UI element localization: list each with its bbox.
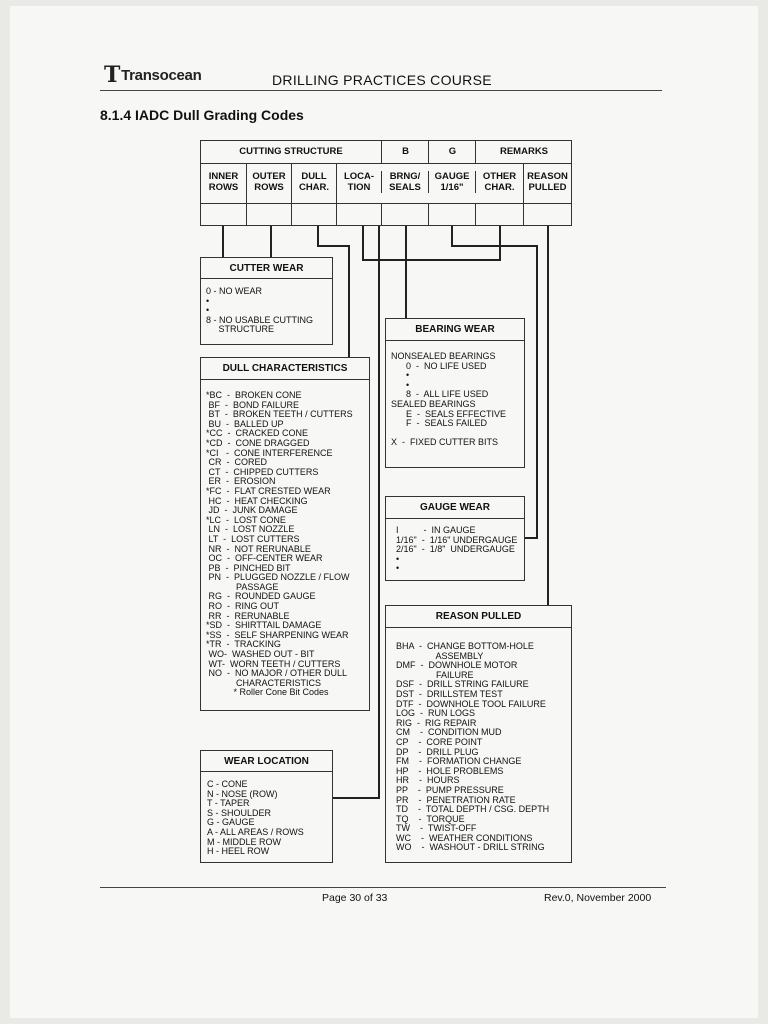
group-remarks: REMARKS (475, 141, 572, 164)
dull-characteristics-box (200, 357, 370, 711)
section-title: 8.1.4 IADC Dull Grading Codes (100, 107, 304, 123)
cutter-wear-box (200, 257, 333, 345)
reason-pulled-list: BHA - CHANGE BOTTOM-HOLE ASSEMBLY DMF - DOWNHOLE MOTOR FAILURE DSF - DRILL STRING FAILURE DST - DRILLSTEM TEST DTF - DOWNHOLE TOOL FAILURE LOG - RUN LOGS RIG - RIG REPAIR CM - CONDITION MUD CP - CORE POINT DP - DRILL PLUG FM - FORMATION CHANGE HP - HOLE PROBLEMS HR - HOURS PP - PUMP PRESSURE PR - PENETRATION RATE TD - TOTAL DEPTH / CSG. DEPTH TQ - TORQUE TW - TWIST-OFF WC - WEATHER CONDITIONS WO - WASHOUT - DRILL STRING (396, 641, 550, 853)
col-other-char: OTHER CHAR. (475, 171, 523, 193)
connector-line (405, 226, 407, 320)
col-divider (336, 163, 337, 225)
col-divider (475, 203, 476, 225)
connector-line (317, 226, 319, 246)
wear-location-box (200, 750, 333, 863)
bearing-wear-list: NONSEALED BEARINGS 0 - NO LIFE USED • • 8 - ALL LIFE USED SEALED BEARINGS E - SEALS EFFECTIVE F - SEALS FAILED X - FIXED CUTTER BITS (391, 351, 507, 448)
col-divider (291, 163, 292, 225)
page-number: Page 30 of 33 (322, 892, 388, 904)
col-reason-pulled: REASON PULLED (523, 171, 571, 193)
col-divider (246, 163, 247, 225)
col-bearing-seals: BRNG/ SEALS (381, 171, 428, 193)
dull-characteristics-list: *BC - BROKEN CONE BF - BOND FAILURE BT - BROKEN TEETH / CUTTERS BU - BALLED UP *CC - CRACKED CONE *CD - CONE DRAGGED *CI - CONE INTERFERENCE CR - CORED CT - CHIPPED CUTTERS ER - EROSION *FC - FLAT CRESTED WEAR HC - HEAT CHECKING JD - JUNK DAMAGE *LC - LOST CONE LN - LOST NOZZLE LT - LOST CUTTERS NR - NOT RERUNABLE OC - OFF-CENTER WEAR PB - PINCHED BIT PN - PLUGGED NOZZLE / FLOW PASSAGE RG - ROUNDED GAUGE RO - RING OUT RR - RERUNABLE *SD - SHIRTTAIL DAMAGE *SS - SELF SHARPENING WEAR *TR - TRACKING WO- WASHED OUT - BIT WT- WORN TEETH / CUTTERS NO - NO MAJOR / OTHER DULL CHARACTERISTICS * Roller Cone Bit Codes (206, 390, 353, 698)
gauge-wear-title: GAUGE WEAR (386, 497, 524, 519)
col-outer-rows: OUTER ROWS (246, 171, 291, 193)
connector-line (451, 226, 453, 246)
wear-location-title: WEAR LOCATION (201, 751, 332, 772)
col-inner-rows: INNER ROWS (208, 171, 239, 193)
transocean-logo (104, 62, 201, 88)
col-divider (428, 203, 429, 225)
col-location: LOCA- TION (336, 171, 381, 193)
connector-line (378, 226, 380, 798)
connector-line (348, 245, 350, 358)
gauge-wear-box (385, 496, 525, 581)
table-header-row-rule (201, 163, 571, 204)
wear-location-list: C - CONE N - NOSE (ROW) T - TAPER S - SHOULDER G - GAUGE A - ALL AREAS / ROWS M - MIDDLE ROW H - HEEL ROW (207, 779, 304, 857)
transocean-logo-mark: T (104, 62, 121, 88)
connector-line (222, 226, 224, 258)
cutter-wear-list: 0 - NO WEAR • • 8 - NO USABLE CUTTING STRUCTURE (206, 286, 314, 335)
revision-note: Rev.0, November 2000 (544, 892, 652, 904)
course-title: DRILLING PRACTICES COURSE (272, 72, 492, 88)
connector-line (270, 226, 272, 258)
bearing-wear-title: BEARING WEAR (386, 319, 524, 341)
connector-line (525, 537, 538, 539)
connector-line (333, 797, 380, 799)
header-rule (100, 90, 662, 91)
group-cutting-structure: CUTTING STRUCTURE (201, 141, 381, 164)
connector-line (499, 226, 501, 260)
group-gauge: G (428, 141, 476, 164)
reason-pulled-title: REASON PULLED (386, 606, 571, 628)
footer-rule (100, 887, 666, 888)
connector-line (380, 259, 501, 261)
col-divider (523, 163, 524, 225)
grading-table (200, 140, 572, 226)
bearing-wear-box (385, 318, 525, 468)
transocean-logo-text: Transocean (121, 67, 202, 84)
col-dull-char: DULL CHAR. (291, 171, 336, 193)
group-bearing: B (381, 141, 429, 164)
connector-line (362, 226, 364, 260)
col-gauge: GAUGE 1/16" (428, 171, 475, 193)
gauge-wear-list: I - IN GAUGE 1/16" - 1/16" UNDERGAUGE 2/16" - 1/8" UNDERGAUGE • • (396, 525, 518, 574)
connector-line (536, 245, 538, 538)
connector-line (451, 245, 537, 247)
connector-line (317, 245, 349, 247)
dull-characteristics-title: DULL CHARACTERISTICS (201, 358, 369, 380)
reason-pulled-box (385, 605, 572, 863)
cutter-wear-title: CUTTER WEAR (201, 258, 332, 279)
col-divider (381, 203, 382, 225)
connector-line (547, 226, 549, 608)
